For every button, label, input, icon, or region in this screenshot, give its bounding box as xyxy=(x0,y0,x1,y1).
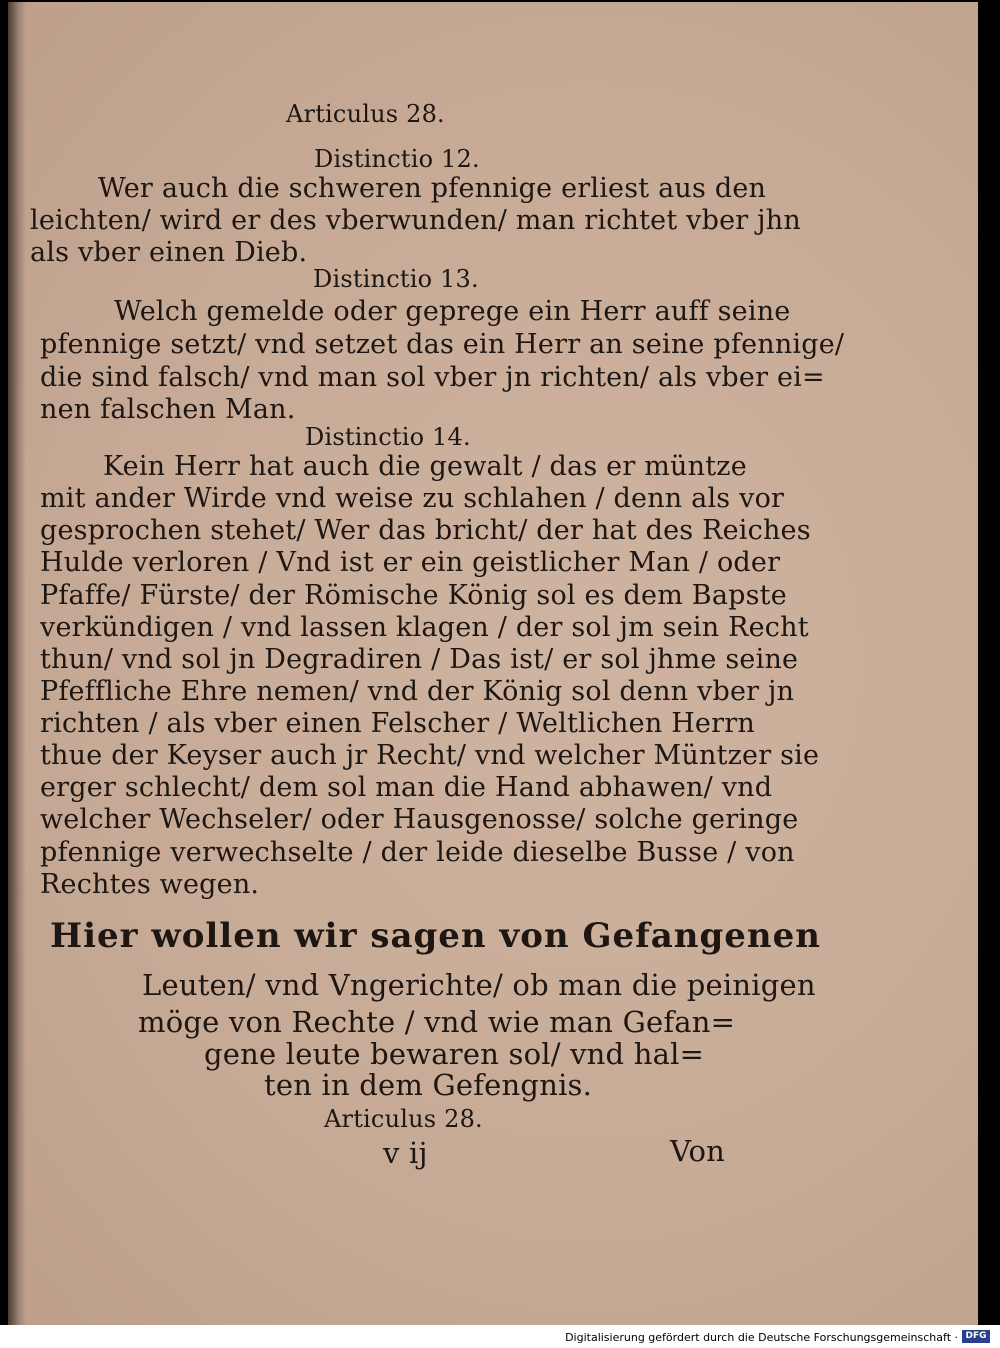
page-gutter-shadow xyxy=(8,2,26,1325)
distinction-heading-12: Distinctio 12. xyxy=(314,145,480,173)
section-heading-line-2: Leuten/ vnd Vngerichte/ ob man die peinigen xyxy=(142,968,816,1002)
text-line-19: welcher Wechseler/ oder Hausgenosse/ solche geringe xyxy=(40,804,799,835)
text-line-8: Kein Herr hat auch die gewalt / das er müntze xyxy=(103,451,747,482)
text-line-2: leichten/ wird er des vberwunden/ man richtet vber jhn xyxy=(30,205,801,236)
text-line-3: als vber einen Dieb. xyxy=(30,237,308,268)
text-line-18: erger schlecht/ dem sol man die Hand abhawen/ vnd xyxy=(40,772,773,803)
text-line-6: die sind falsch/ vnd man sol vber jn richten/ als vber ei= xyxy=(40,362,825,393)
catchword: Von xyxy=(670,1134,726,1168)
text-line-4: Welch gemelde oder geprege ein Herr auff seine xyxy=(114,296,791,327)
text-line-9: mit ander Wirde vnd weise zu schlahen / denn als vor xyxy=(40,483,785,514)
text-line-14: thun/ vnd sol jn Degradiren / Das ist/ er sol jhme seine xyxy=(40,644,799,675)
text-line-21: Rechtes wegen. xyxy=(40,869,260,900)
distinction-heading-14: Distinctio 14. xyxy=(305,423,471,451)
text-line-20: pfennige verwechselte / der leide dieselbe Busse / von xyxy=(40,837,795,868)
dfg-logo-icon: DFG xyxy=(962,1330,990,1343)
article-heading: Articulus 28. xyxy=(286,100,445,128)
text-line-7: nen falschen Man. xyxy=(40,394,296,425)
text-line-16: richten / als vber einen Felscher / Weltlichen Herrn xyxy=(40,708,755,739)
text-line-1: Wer auch die schweren pfennige erliest aus den xyxy=(98,173,767,204)
catchword-article: Articulus 28. xyxy=(324,1105,483,1133)
footer-credit: Digitalisierung gefördert durch die Deutsche Forschungsgemeinschaft · xyxy=(565,1331,958,1344)
section-heading-line-5: ten in dem Gefengnis. xyxy=(264,1068,593,1102)
text-line-13: verkündigen / vnd lassen klagen / der sol jm sein Recht xyxy=(40,612,809,643)
section-heading-line-1: Hier wollen wir sagen von Gefangenen xyxy=(50,916,821,956)
signature-mark: v ij xyxy=(383,1136,428,1170)
text-line-12: Pfaffe/ Fürste/ der Römische König sol es dem Bapste xyxy=(40,580,787,611)
section-heading-line-4: gene leute bewaren sol/ vnd hal= xyxy=(204,1037,705,1071)
text-line-5: pfennige setzt/ vnd setzet das ein Herr an seine pfennige/ xyxy=(40,329,845,360)
text-line-15: Pfeffliche Ehre nemen/ vnd der König sol denn vber jn xyxy=(40,676,795,707)
section-heading-line-3: möge von Rechte / vnd wie man Gefan= xyxy=(138,1005,736,1039)
text-line-11: Hulde verloren / Vnd ist er ein geistlicher Man / oder xyxy=(40,547,781,578)
text-line-10: gesprochen stehet/ Wer das bricht/ der hat des Reiches xyxy=(40,515,811,546)
distinction-heading-13: Distinctio 13. xyxy=(313,265,479,293)
text-line-17: thue der Keyser auch jr Recht/ vnd welcher Müntzer sie xyxy=(40,740,820,771)
